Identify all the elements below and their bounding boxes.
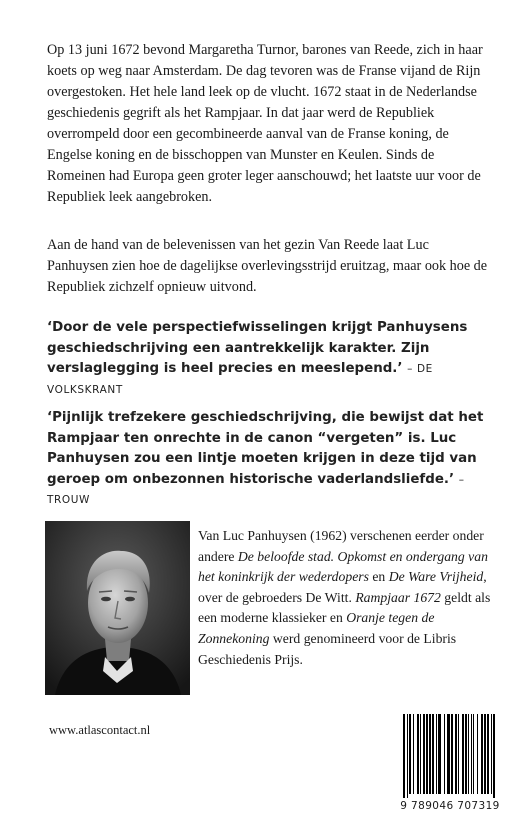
bio-text: , over de gebroeders De Witt. [198,569,487,605]
quote-text: ‘Door de vele perspectiefwisselingen krijgt Panhuysens geschiedschrijving een aantrekkelijk karakter. Zijn verslaglegging is heel precies en meeslepend.’ [47,320,468,376]
quote-text: ‘Pijnlijk trefzekere geschiedschrijving, die bewijst dat het Rampjaar ten onrechte in de canon “vergeten” is. Luc Panhuysen zou een lintje moeten krijgen in deze tijd van geroep om onbezonnen historische vaderlandsliefde.’ [47,410,484,487]
blurb-paragraph-2: Aan de hand van de belevenissen van het gezin Van Reede laat Luc Panhuysen zien hoe de dagelijkse overlevingsstrijd eruitzag, maar ook hoe de Republiek zichzelf opnieuw uitvond. [47,237,488,295]
bio-text: Van Luc Panhuysen (1962) verschenen eerder onder andere [198,528,484,564]
barcode-bars [403,714,497,798]
review-quote-trouw [47,408,495,511]
bio-text: werd genomineerd voor de Libris Geschiedenis Prijs. [198,630,457,667]
isbn-number: 9 789046 707319 [400,800,500,812]
quote-source: – DE VOLKSKRANT [47,363,433,396]
book-title: Rampjaar 1672 [355,589,441,605]
isbn-barcode [397,708,503,823]
book-title: Oranje tegen de Zonnekoning [198,610,435,646]
bio-text: geldt als een moderne klassieker en [198,589,491,626]
bio-text: en [368,569,389,585]
author-bio [198,526,498,670]
book-title: De beloofde stad. Opkomst en ondergang van het koninkrijk der wederdopers [198,548,488,585]
review-quote-volkskrant [47,318,495,400]
publisher-website: www.atlascontact.nl [49,723,151,737]
book-title: De Ware Vrijheid [388,569,484,585]
quote-source: – TROUW [47,473,465,506]
author-photo [45,521,190,695]
blurb-paragraph-1: Op 13 juni 1672 bevond Margaretha Turnor, barones van Reede, zich in haar koets op weg naar Amsterdam. De dag tevoren was de Franse vijand de Rijn overgestoken. Het hele land leek op de vlucht. 1672 staat in de Nederlandse geschiedenis gegrift als het Rampjaar. In dat jaar werd de Republiek overrompeld door een gecombineerde aanval van de Franse koning, de Engelse koning en de bisschoppen van Munster en Keulen. Sinds de Romeinen had Europa geen groter leger aanschouwd; het laatste uur voor de Republiek leek aangebroken. [47,42,483,205]
